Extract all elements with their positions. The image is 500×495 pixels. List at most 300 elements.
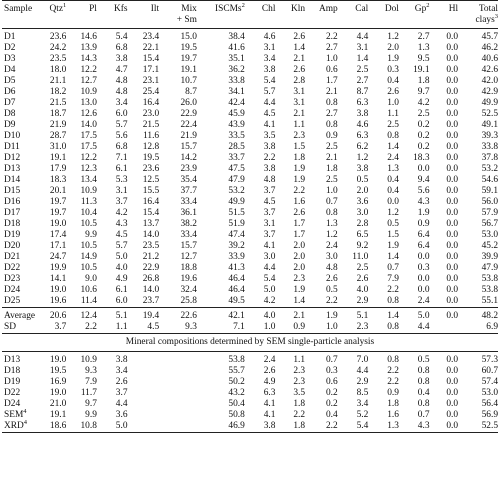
table-cell: 4.7 [115,65,128,75]
table-cell: 3.8 [115,54,128,64]
table-cell: 0.0 [446,263,459,273]
table-cell: 9.9 [85,410,97,420]
table-cell: 6.4 [417,241,430,251]
table-cell: 5.2 [356,410,369,420]
table-cell: 11.4 [80,296,97,306]
table-cell [159,388,197,399]
table-cell: 2.7 [417,32,430,42]
table-cell: 3.6 [356,197,369,207]
table-cell: 4.1 [263,410,276,420]
table-cell: 4.2 [263,296,276,306]
table-cell: 11.0 [352,252,369,262]
table-cell: 1.9 [387,54,399,64]
table-cell: 51.9 [228,219,245,229]
table-cell: 19.1 [49,410,67,420]
table-cell: 1.6 [293,197,306,207]
table-cell: 0.8 [325,208,338,218]
table-cell: 2.7 [325,109,338,119]
table-cell: 23.6 [142,164,160,174]
table-cell: 56.9 [481,410,498,420]
table-cell: 35.4 [180,175,197,185]
table-cell: 0.0 [446,285,459,295]
table-row [2,131,498,142]
table-cell: 0.3 [417,263,430,273]
table-cell: 14.2 [180,153,197,163]
table-cell: 2.8 [356,219,369,229]
table-cell: 3.8 [263,65,276,75]
table-cell: 0.0 [446,219,459,229]
table-cell: 22.1 [142,43,160,53]
table-cell: 0.4 [387,175,399,185]
table-cell: 2.2 [85,322,97,332]
table-cell: 42.0 [481,76,498,86]
table-cell: 0.0 [446,399,459,409]
table-row [2,274,498,285]
table-cell: 1.7 [293,230,306,240]
table-cell: 4.5 [263,197,276,207]
table-cell: 2.3 [293,131,306,141]
table-cell: 25.4 [142,87,160,97]
table-cell: 2.3 [293,274,306,284]
table-cell: 2.4 [263,355,276,365]
row-label: D12 [4,153,21,163]
table-cell: 14.0 [80,120,97,130]
table-row [2,399,498,410]
table-cell: 21.9 [180,131,197,141]
table-cell [128,366,160,377]
table-cell: 36.2 [228,65,245,75]
table-cell [159,421,197,433]
table-cell: 6.2 [356,142,369,152]
table-cell: 0.5 [356,175,369,185]
table-cell: 3.7 [54,322,67,332]
table-cell: 2.1 [293,54,306,64]
table-cell: 19.5 [142,153,160,163]
table-cell: 18.3 [49,175,67,185]
table-cell: 19.6 [49,296,67,306]
table-row [2,219,498,230]
table-cell: 2.5 [417,109,430,119]
table-cell: 39.9 [481,252,498,262]
header-blank [399,15,430,29]
table-cell: 0.7 [417,410,430,420]
header-blank [368,15,399,29]
table-cell: 23.6 [49,32,67,42]
table-cell: 19.1 [180,65,197,75]
table-cell: 25.8 [180,296,197,306]
table-cell: 23.1 [142,76,160,86]
table-cell: 12.3 [80,164,97,174]
row-label: Average [4,311,36,321]
table-cell: 2.2 [293,186,306,196]
table-cell: 49.9 [228,197,245,207]
table-cell: 19.0 [49,388,67,398]
table-cell: 1.4 [387,142,399,152]
table-cell: 14.9 [80,252,97,262]
table-cell: 19.1 [49,153,67,163]
table-cell: 22.9 [142,263,160,273]
table-row [2,241,498,252]
table-cell: 0.7 [325,355,338,365]
table-cell: 4.1 [263,120,276,130]
table-row [2,208,498,219]
table-cell: 0.0 [446,142,459,152]
table-cell: 4.8 [325,263,338,273]
table-cell: 22.4 [180,120,197,130]
table-cell: 1.0 [325,322,338,332]
row-label: XRD$^4$ [4,418,28,431]
table-cell: 4.8 [115,87,128,97]
table-cell: 53.0 [481,230,498,240]
table-cell: 55.1 [481,296,498,306]
table-cell: 6.8 [115,142,128,152]
table-cell: 1.0 [325,54,338,64]
table-cell: 2.6 [325,274,338,284]
table-cell: 3.7 [263,186,276,196]
table-cell: 1.9 [293,285,306,295]
table-cell: 0.8 [417,366,430,376]
table-cell: 9.7 [85,399,97,409]
row-label: D14 [4,175,21,185]
table-cell: 4.9 [263,377,276,387]
table-cell: 11.6 [143,131,160,141]
header-total-clays: clays$^3$ [475,12,498,25]
row-label: D2 [4,43,16,53]
table-cell: 1.4 [293,296,306,306]
table-cell: 43.9 [228,120,245,130]
table-cell: 4.3 [417,197,430,207]
table-cell: 23.5 [142,241,160,251]
table-cell: 0.0 [417,252,430,262]
table-cell: 28.7 [49,131,67,141]
table-cell: 19.7 [180,54,197,64]
table-cell: 4.2 [417,98,430,108]
table-cell: 7.1 [233,322,245,332]
table-cell: 0.6 [325,65,338,75]
table-cell: 1.5 [293,142,306,152]
table-cell: 12.5 [142,175,160,185]
row-label: D8 [4,109,16,119]
table-cell: 2.7 [356,76,369,86]
table-cell: 12.6 [80,109,97,119]
table-cell: 3.8 [115,355,128,365]
header-blank [305,15,338,29]
table-cell: 24.7 [49,252,67,262]
table-cell: 0.0 [446,153,459,163]
table-cell: 2.3 [293,366,306,376]
table-cell: 0.8 [417,377,430,387]
table-cell: 0.0 [446,252,459,262]
table-cell: 4.2 [115,208,128,218]
table-cell: 53.8 [481,285,498,295]
table-cell: 0.8 [325,98,338,108]
table-row [2,186,498,197]
table-cell: 50.8 [228,410,245,420]
row-label: D5 [4,76,16,86]
table-cell [159,352,197,367]
table-cell: 33.4 [180,230,197,240]
table-cell: 0.3 [325,366,338,376]
table-cell: 0.9 [293,322,306,332]
table-row [2,65,498,76]
table-cell [128,399,160,410]
table-cell: 0.0 [446,76,459,86]
table-cell: 0.3 [387,65,399,75]
table-cell: 15.5 [142,186,160,196]
table-cell: 7.0 [356,355,369,365]
table-cell: 1.4 [293,43,306,53]
table-cell: 6.5 [356,230,369,240]
table-cell: 4.5 [147,322,160,332]
table-cell: 20.6 [49,311,67,321]
table-cell: 0.8 [417,399,430,409]
table-row [2,87,498,98]
table-cell: 2.4 [387,153,399,163]
table-cell: 0.7 [387,263,399,273]
table-cell: 37.8 [481,153,498,163]
table-cell: 4.1 [263,241,276,251]
table-cell: 0.2 [325,399,338,409]
table-cell: 10.4 [80,208,97,218]
table-cell: 20.1 [49,186,67,196]
table-cell: 3.4 [115,366,128,376]
table-cell: 1.2 [356,153,369,163]
table-cell: 7.9 [85,377,97,387]
table-cell: 0.0 [417,285,430,295]
table-cell: 4.4 [115,399,128,409]
table-cell: 10.7 [180,76,197,86]
table-cell: 0.0 [446,98,459,108]
table-row [2,388,498,399]
table-cell: 0.0 [446,54,459,64]
header-kln: Kln [290,4,306,14]
table-row [2,322,498,334]
table-cell: 1.8 [293,153,306,163]
table-cell: 5.0 [115,421,128,431]
table-cell [128,377,160,388]
table-cell: 45.9 [228,109,245,119]
row-label: SD [4,322,16,332]
table-cell: 1.9 [293,164,306,174]
table-cell: 23.5 [49,54,67,64]
table-cell: 2.2 [325,32,338,42]
table-cell: 0.4 [387,186,399,196]
table-cell: 1.2 [325,230,338,240]
table-cell: 3.1 [293,98,306,108]
table-cell: 26.0 [180,98,197,108]
table-cell: 6.0 [115,109,128,119]
table-cell: 19.1 [413,65,430,75]
xrd-sample-rows [2,29,498,308]
table-cell: 55.7 [228,366,245,376]
table-cell: 52.5 [481,421,498,431]
table-cell: 0.0 [446,377,459,387]
summary-rows [2,308,498,334]
table-cell: 4.3 [115,219,128,229]
table-cell: 16.4 [142,197,160,207]
table-cell: 50.4 [228,399,245,409]
table-cell: 21.1 [49,76,67,86]
table-cell: 38.2 [180,219,197,229]
table-cell: 6.3 [263,388,276,398]
table-cell: 11.3 [80,197,97,207]
table-cell [128,352,160,367]
table-cell: 2.0 [293,252,306,262]
table-cell: 0.0 [446,230,459,240]
table-cell: 0.0 [446,197,459,207]
table-row [2,175,498,186]
table-cell: 56.4 [481,399,498,409]
table-cell: 1.8 [387,399,399,409]
header-total: Total [478,4,498,14]
table-cell: 36.1 [180,208,197,218]
row-label: D19 [4,230,21,240]
table-cell: 2.2 [325,296,338,306]
table-cell: 1.3 [387,164,399,174]
table-cell: 15.7 [180,241,197,251]
table-cell: 15.4 [142,208,160,218]
table-cell: 0.0 [446,274,459,284]
table-cell: 41.6 [228,43,245,53]
table-cell: 4.0 [263,311,276,321]
table-cell: 0.0 [446,175,459,185]
table-cell: 3.7 [115,388,128,398]
table-cell: 0.0 [446,65,459,75]
table-cell: 3.4 [115,98,128,108]
row-label: D9 [4,120,16,130]
table-cell: 0.0 [446,410,459,420]
table-cell: 12.7 [180,252,197,262]
table-cell: 0.0 [446,131,459,141]
row-label: D23 [4,274,21,284]
table-cell: 10.8 [80,421,97,431]
table-cell: 2.2 [387,285,399,295]
table-cell: 5.1 [356,311,369,321]
table-cell: 3.7 [263,208,276,218]
table-cell: 3.8 [263,164,276,174]
table-cell: 42.4 [228,98,245,108]
table-cell: 5.4 [263,274,276,284]
table-row [2,410,498,421]
table-cell: 34.1 [228,87,245,97]
table-cell: 8.7 [356,87,369,97]
row-label: D17 [4,208,21,218]
table-cell: 7.1 [115,153,128,163]
table-cell: 18.6 [49,421,67,431]
table-row [2,153,498,164]
table-cell: 21.2 [142,252,160,262]
table-cell: 41.3 [228,263,245,273]
table-cell: 0.8 [387,296,399,306]
table-cell: 3.8 [356,164,369,174]
table-cell: 0.0 [446,109,459,119]
table-cell: 19.0 [49,285,67,295]
table-cell [159,399,197,410]
table-cell: 24.2 [49,43,67,53]
table-cell: 0.0 [417,274,430,284]
table-cell: 0.0 [446,296,459,306]
table-cell: 12.2 [80,153,97,163]
table-cell: 2.4 [417,296,430,306]
table-cell: 0.9 [387,388,399,398]
table-cell: 3.8 [263,142,276,152]
table-cell: 5.0 [115,252,128,262]
table-cell: 1.7 [293,219,306,229]
table-row [2,43,498,54]
row-label: D25 [4,296,21,306]
table-cell: 2.2 [263,153,276,163]
table-cell: 0.2 [417,142,430,152]
table-cell: 2.2 [325,421,338,431]
table-cell: 49.9 [481,98,498,108]
table-cell: 2.0 [293,241,306,251]
table-cell: 1.9 [325,311,338,321]
table-cell: 6.9 [486,322,498,332]
table-cell: 33.9 [228,252,245,262]
table-cell: 0.7 [325,197,338,207]
table-cell: 5.1 [115,311,128,321]
table-cell: 6.1 [115,285,128,295]
table-row [2,120,498,131]
table-cell: 0.0 [446,421,459,431]
table-cell: 10.5 [80,219,97,229]
table-cell: 3.4 [356,399,369,409]
table-cell: 16.4 [142,98,160,108]
row-label: D21 [4,252,21,262]
table-cell: 4.4 [356,366,369,376]
header-mix: Mix [181,4,197,14]
table-cell: 3.7 [115,197,128,207]
table-cell: 4.9 [115,274,128,284]
table-cell: 19.4 [142,311,160,321]
table-cell: 5.0 [263,285,276,295]
header-gp: Gp$^2$ [414,1,430,14]
table-cell: 0.8 [325,120,338,130]
table-cell: 4.8 [115,76,128,86]
header-blank [245,15,276,29]
table-row [2,377,498,388]
table-cell: 1.3 [417,43,430,53]
table-cell: 1.9 [417,208,430,218]
table-cell: 1.0 [325,186,338,196]
table-cell: 45.7 [481,32,498,42]
table-cell: 1.4 [356,54,369,64]
table-cell: 0.0 [446,120,459,130]
table-cell: 2.5 [325,175,338,185]
table-cell: 17.9 [49,164,67,174]
table-cell: 2.1 [325,87,338,97]
table-cell: 53.2 [228,186,245,196]
table-cell: 3.1 [263,43,276,53]
table-cell: 0.0 [446,164,459,174]
table-row [2,98,498,109]
table-cell: 1.0 [387,98,399,108]
table-cell: 14.1 [49,274,67,284]
table-cell: 18.7 [49,109,67,119]
table-cell: 22.6 [180,311,197,321]
table-cell: 31.0 [49,142,67,152]
table-row [2,54,498,65]
table-cell: 3.8 [356,109,369,119]
table-cell: 2.3 [356,322,369,332]
table-cell: 5.6 [417,186,430,196]
table-cell: 17.1 [49,241,67,251]
table-cell: 17.1 [142,65,160,75]
table-cell: 0.0 [446,32,459,42]
table-cell: 2.6 [387,87,399,97]
table-cell: 10.9 [80,186,97,196]
table-cell: 10.9 [80,355,97,365]
